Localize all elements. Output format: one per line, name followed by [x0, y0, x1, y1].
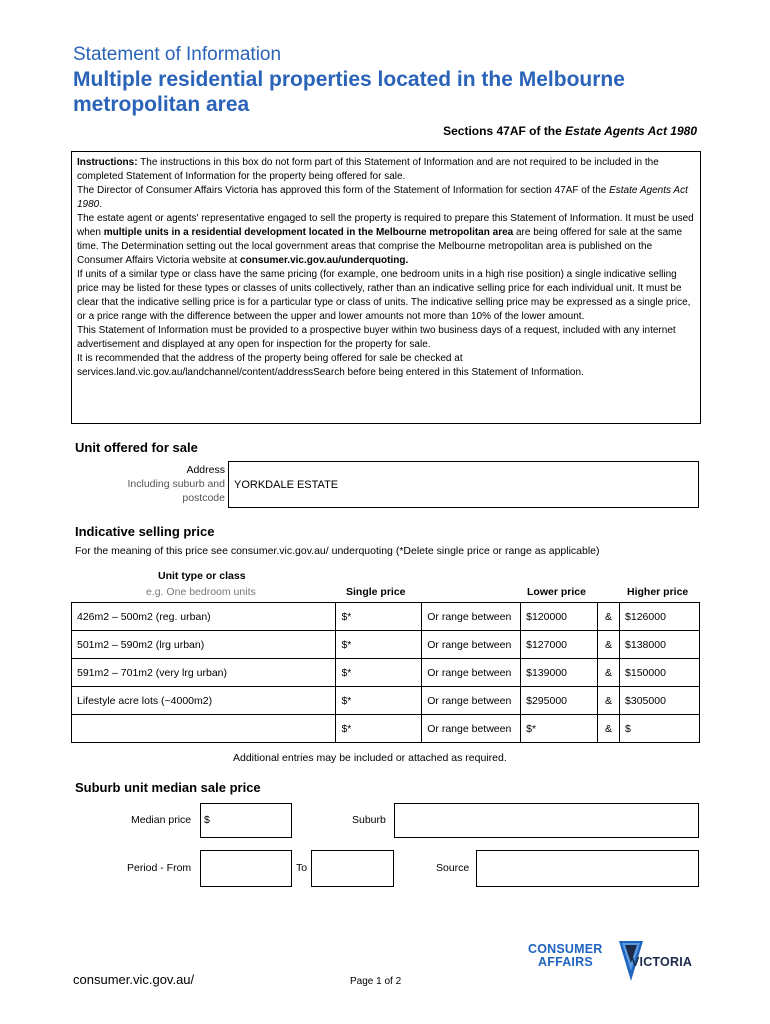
lower-price-field[interactable]: $295000	[521, 687, 598, 715]
ampersand: &	[598, 715, 620, 743]
footer-website[interactable]: consumer.vic.gov.au/	[73, 972, 195, 987]
col-single-header: Single price	[346, 586, 406, 598]
col-lower-header: Lower price	[527, 586, 586, 598]
lower-price-field[interactable]: $120000	[521, 603, 598, 631]
suburb-label: Suburb	[352, 814, 386, 826]
unit-offered-heading: Unit offered for sale	[75, 440, 198, 455]
ampersand: &	[598, 631, 620, 659]
median-price-field[interactable]: $	[200, 803, 292, 838]
source-field[interactable]	[476, 850, 699, 887]
instructions-p3-c: are being offered for sale at the same time. The Determination setting out the local government areas that comprise the Melbourne metropolitan area is published on the Consumer Affairs Victoria website at	[77, 227, 683, 266]
logo-line-consumer: CONSUMER	[528, 942, 603, 956]
table-row	[72, 631, 700, 659]
instructions-p2-end: .	[99, 199, 103, 210]
address-label-2: Including suburb and	[127, 478, 225, 490]
single-price-field[interactable]: $*	[336, 631, 422, 659]
logo-line-affairs: AFFAIRS	[538, 955, 593, 969]
address-label	[100, 463, 225, 505]
single-price-field[interactable]: $*	[336, 603, 422, 631]
sections-reference	[443, 124, 697, 138]
single-price-field[interactable]: $*	[336, 659, 422, 687]
price-meaning-note: For the meaning of this price see consumer.vic.gov.au/ underquoting (*Delete single price or range as applicable)	[75, 545, 600, 557]
logo-line-victoria: VICTORIA	[631, 955, 693, 969]
underquoting-link[interactable]: consumer.vic.gov.au/underquoting.	[240, 255, 409, 266]
instructions-p2-text: The Director of Consumer Affairs Victoria has approved this form of the Statement of Information for section 47AF of the	[77, 185, 610, 196]
sections-prefix: Sections 47AF of the	[443, 124, 566, 138]
higher-price-field[interactable]: $126000	[620, 603, 700, 631]
table-row	[72, 659, 700, 687]
higher-price-field[interactable]: $305000	[620, 687, 700, 715]
instructions-p3-b: multiple units in a residential development located in the Melbourne metropolitan area	[103, 227, 514, 238]
higher-price-field[interactable]: $	[620, 715, 700, 743]
instructions-p6: It is recommended that the address of the property being offered for sale be checked at services.land.vic.gov.au/landchannel/content/addressSearch before being entered in this Statement of Information.	[77, 353, 584, 378]
ampersand: &	[598, 603, 620, 631]
to-label: To	[296, 862, 308, 874]
sections-act: Estate Agents Act 1980	[565, 124, 697, 138]
period-from-label: Period - From	[127, 862, 192, 874]
consumer-affairs-victoria-logo	[528, 940, 708, 988]
or-range-label: Or range between	[422, 687, 521, 715]
lower-price-field[interactable]: $139000	[521, 659, 598, 687]
instructions-box	[71, 151, 701, 424]
source-label: Source	[436, 862, 470, 874]
lower-price-field[interactable]: $*	[521, 715, 598, 743]
table-row	[72, 603, 700, 631]
ampersand: &	[598, 659, 620, 687]
period-from-field[interactable]	[200, 850, 292, 887]
unit-type-field[interactable]: 591m2 – 701m2 (very lrg urban)	[72, 659, 336, 687]
instructions-p2	[77, 184, 695, 212]
instructions-p2-act: Estate Agents Act 1980	[77, 185, 688, 210]
unit-type-field[interactable]	[72, 715, 336, 743]
instructions-p3-a: The estate agent or agents' representative engaged to sell the property is required to prepare this Statement of Information. It must be used when	[77, 213, 694, 238]
higher-price-field[interactable]: $138000	[620, 631, 700, 659]
unit-type-field[interactable]: 426m2 – 500m2 (reg. urban)	[72, 603, 336, 631]
or-range-label: Or range between	[422, 659, 521, 687]
or-range-label: Or range between	[422, 603, 521, 631]
page-title: Multiple residential properties located in the Melbourne metropolitan area	[73, 68, 625, 116]
median-heading: Suburb unit median sale price	[75, 780, 261, 795]
col-type-subheader: e.g. One bedroom units	[146, 586, 256, 598]
to-field[interactable]	[311, 850, 394, 887]
instructions-p5: This Statement of Information must be provided to a prospective buyer within two business days of a request, included with any internet advertisement and displayed at any open for inspection for the property for sale.	[77, 325, 676, 350]
table-row	[72, 687, 700, 715]
address-field[interactable]: YORKDALE ESTATE	[228, 461, 699, 508]
suburb-field[interactable]	[394, 803, 699, 838]
single-price-field[interactable]: $*	[336, 687, 422, 715]
col-type-header: Unit type or class	[158, 570, 246, 582]
instructions-p1	[77, 156, 695, 184]
instructions-label: Instructions:	[77, 157, 138, 168]
unit-type-field[interactable]: Lifestyle acre lots (~4000m2)	[72, 687, 336, 715]
ampersand: &	[598, 687, 620, 715]
higher-price-field[interactable]: $150000	[620, 659, 700, 687]
address-label-3: postcode	[182, 492, 225, 504]
instructions-p4: If units of a similar type or class have the same pricing (for example, one bedroom units in a high rise position) a single indicative selling price may be listed for these types or classes of units collectively, rather than an indicative selling price for each individual unit. It must be clear that the indicative selling price is for a particular type or class of units. The indicative selling price may be expressed as a single price, or a price range with the difference between the upper and lower amounts not more than 10% of the lower amount.	[77, 269, 691, 322]
additional-entries-note: Additional entries may be included or attached as required.	[233, 752, 507, 764]
or-range-label: Or range between	[422, 631, 521, 659]
instructions-p1-text: The instructions in this box do not form part of this Statement of Information and are not required to be included in the completed Statement of Information for the property being offered for sale.	[77, 157, 659, 182]
table-row	[72, 715, 700, 743]
title-small: Statement of Information	[73, 44, 282, 65]
or-range-label: Or range between	[422, 715, 521, 743]
col-higher-header: Higher price	[627, 586, 689, 598]
page-number: Page 1 of 2	[350, 976, 402, 987]
median-price-label: Median price	[131, 814, 192, 826]
unit-type-field[interactable]: 501m2 – 590m2 (lrg urban)	[72, 631, 336, 659]
price-table	[71, 602, 700, 743]
indicative-heading: Indicative selling price	[75, 524, 215, 539]
lower-price-field[interactable]: $127000	[521, 631, 598, 659]
single-price-field[interactable]: $*	[336, 715, 422, 743]
instructions-p3	[77, 212, 695, 268]
address-label-1: Address	[186, 464, 225, 476]
